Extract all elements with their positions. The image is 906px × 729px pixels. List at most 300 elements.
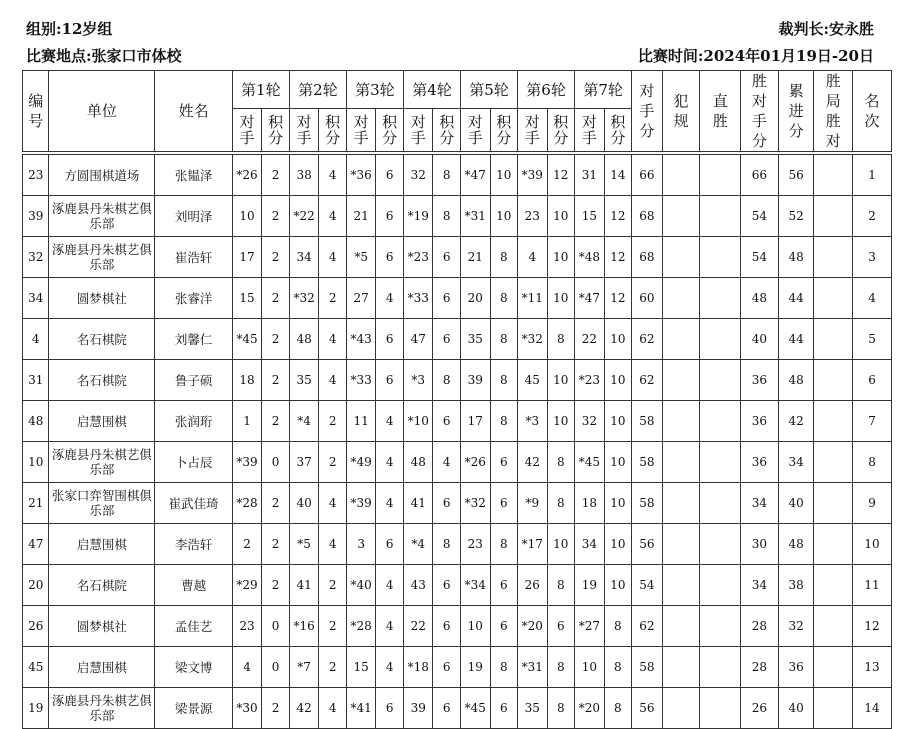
round-7-points-cell: 10 (604, 360, 632, 401)
col-direct-win: 直胜 (700, 71, 741, 152)
player-name-cell: 刘馨仁 (155, 319, 232, 360)
round-4-points-cell: 6 (433, 647, 461, 688)
foul-cell (662, 278, 700, 319)
direct-win-cell (700, 442, 741, 483)
unit-cell: 启慧围棋 (49, 401, 155, 442)
rank-cell: 12 (853, 606, 892, 647)
foul-cell (662, 688, 700, 729)
player-name-cell: 卜占辰 (155, 442, 232, 483)
round-6-points-cell: 10 (547, 401, 575, 442)
seq-cell: 45 (23, 647, 49, 688)
round-3-points-cell: 4 (376, 278, 404, 319)
col-seq: 编号 (23, 71, 49, 152)
round-6-points-cell: 10 (547, 196, 575, 237)
round-2-points-cell: 4 (319, 483, 347, 524)
game-win-pairs-cell (814, 319, 853, 360)
round-1-opponent-cell: *39 (232, 442, 262, 483)
cumulative-cell: 36 (778, 647, 814, 688)
col-opp: 对手 (403, 109, 433, 152)
col-round-3: 第3轮 (346, 71, 403, 109)
win-opp-score-cell: 34 (741, 483, 779, 524)
seq-cell: 10 (23, 442, 49, 483)
unit-cell: 启慧围棋 (49, 647, 155, 688)
round-6-opponent-cell: *31 (518, 647, 548, 688)
win-opp-score-cell: 36 (741, 360, 779, 401)
round-2-opponent-cell: 37 (289, 442, 319, 483)
round-3-opponent-cell: *49 (346, 442, 376, 483)
round-1-opponent-cell: 1 (232, 401, 262, 442)
round-1-opponent-cell: 10 (232, 196, 262, 237)
round-7-points-cell: 10 (604, 319, 632, 360)
table-row (23, 483, 892, 524)
round-1-opponent-cell: *28 (232, 483, 262, 524)
round-7-points-cell: 12 (604, 196, 632, 237)
foul-cell (662, 360, 700, 401)
cumulative-cell: 34 (778, 442, 814, 483)
col-pts: 积分 (490, 109, 518, 152)
col-round-2: 第2轮 (289, 71, 346, 109)
seq-cell: 20 (23, 565, 49, 606)
col-round-4: 第4轮 (403, 71, 460, 109)
round-4-opponent-cell: 32 (403, 155, 433, 196)
round-2-opponent-cell: *4 (289, 401, 319, 442)
cumulative-cell: 40 (778, 483, 814, 524)
round-4-points-cell: 6 (433, 688, 461, 729)
round-7-opponent-cell: 34 (575, 524, 605, 565)
round-3-opponent-cell: 11 (346, 401, 376, 442)
rank-cell: 7 (853, 401, 892, 442)
round-5-points-cell: 10 (490, 155, 518, 196)
round-6-opponent-cell: *17 (518, 524, 548, 565)
round-5-opponent-cell: 35 (460, 319, 490, 360)
round-7-opponent-cell: 31 (575, 155, 605, 196)
seq-cell: 4 (23, 319, 49, 360)
foul-cell (662, 237, 700, 278)
foul-cell (662, 524, 700, 565)
seq-cell: 31 (23, 360, 49, 401)
win-opp-score-cell: 36 (741, 442, 779, 483)
round-7-opponent-cell: *47 (575, 278, 605, 319)
round-2-points-cell: 4 (319, 196, 347, 237)
round-7-points-cell: 10 (604, 524, 632, 565)
foul-cell (662, 606, 700, 647)
round-2-points-cell: 2 (319, 401, 347, 442)
opp-score-cell: 62 (632, 606, 663, 647)
round-2-points-cell: 2 (319, 442, 347, 483)
col-pts: 积分 (376, 109, 404, 152)
round-3-points-cell: 4 (376, 565, 404, 606)
direct-win-cell (700, 237, 741, 278)
game-win-pairs-cell (814, 442, 853, 483)
opp-score-cell: 58 (632, 483, 663, 524)
foul-cell (662, 319, 700, 360)
col-name: 姓名 (155, 71, 232, 152)
rank-cell: 13 (853, 647, 892, 688)
table-row (23, 565, 892, 606)
unit-cell: 涿鹿县丹朱棋艺俱乐部 (49, 688, 155, 729)
round-7-points-cell: 8 (604, 606, 632, 647)
table-row (23, 442, 892, 483)
table-row (23, 278, 892, 319)
round-5-points-cell: 6 (490, 688, 518, 729)
direct-win-cell (700, 360, 741, 401)
game-win-pairs-cell (814, 606, 853, 647)
round-7-points-cell: 14 (604, 155, 632, 196)
player-name-cell: 孟佳艺 (155, 606, 232, 647)
rank-cell: 8 (853, 442, 892, 483)
round-6-points-cell: 12 (547, 155, 575, 196)
round-7-opponent-cell: 32 (575, 401, 605, 442)
round-2-opponent-cell: 40 (289, 483, 319, 524)
win-opp-score-cell: 28 (741, 647, 779, 688)
round-1-opponent-cell: *30 (232, 688, 262, 729)
round-4-points-cell: 6 (433, 319, 461, 360)
round-7-points-cell: 10 (604, 442, 632, 483)
direct-win-cell (700, 401, 741, 442)
cumulative-cell: 32 (778, 606, 814, 647)
round-4-points-cell: 4 (433, 442, 461, 483)
seq-cell: 48 (23, 401, 49, 442)
col-opp: 对手 (232, 109, 262, 152)
seq-cell: 47 (23, 524, 49, 565)
col-round-6: 第6轮 (518, 71, 575, 109)
round-5-opponent-cell: 19 (460, 647, 490, 688)
round-5-opponent-cell: 21 (460, 237, 490, 278)
round-6-opponent-cell: 23 (518, 196, 548, 237)
opp-score-cell: 58 (632, 647, 663, 688)
player-name-cell: 张睿洋 (155, 278, 232, 319)
table-row (23, 319, 892, 360)
round-2-opponent-cell: *5 (289, 524, 319, 565)
round-5-points-cell: 8 (490, 278, 518, 319)
round-5-points-cell: 6 (490, 442, 518, 483)
win-opp-score-cell: 66 (741, 155, 779, 196)
round-7-points-cell: 10 (604, 565, 632, 606)
round-6-points-cell: 8 (547, 483, 575, 524)
round-5-points-cell: 6 (490, 606, 518, 647)
round-6-points-cell: 10 (547, 278, 575, 319)
round-5-opponent-cell: *47 (460, 155, 490, 196)
seq-cell: 32 (23, 237, 49, 278)
round-4-points-cell: 6 (433, 483, 461, 524)
unit-cell: 涿鹿县丹朱棋艺俱乐部 (49, 196, 155, 237)
round-1-opponent-cell: 4 (232, 647, 262, 688)
round-4-points-cell: 8 (433, 360, 461, 401)
round-6-points-cell: 8 (547, 442, 575, 483)
opp-score-cell: 58 (632, 442, 663, 483)
rank-cell: 4 (853, 278, 892, 319)
player-name-cell: 崔浩轩 (155, 237, 232, 278)
round-6-opponent-cell: 45 (518, 360, 548, 401)
game-win-pairs-cell (814, 688, 853, 729)
game-win-pairs-cell (814, 237, 853, 278)
round-3-opponent-cell: *28 (346, 606, 376, 647)
opp-score-cell: 58 (632, 401, 663, 442)
round-4-points-cell: 6 (433, 401, 461, 442)
round-4-opponent-cell: 48 (403, 442, 433, 483)
rank-cell: 11 (853, 565, 892, 606)
round-5-opponent-cell: *26 (460, 442, 490, 483)
round-6-opponent-cell: 26 (518, 565, 548, 606)
seq-cell: 21 (23, 483, 49, 524)
round-5-points-cell: 6 (490, 565, 518, 606)
opp-score-cell: 54 (632, 565, 663, 606)
round-6-points-cell: 6 (547, 606, 575, 647)
col-opp: 对手 (575, 109, 605, 152)
col-pts: 积分 (547, 109, 575, 152)
round-2-opponent-cell: 42 (289, 688, 319, 729)
opp-score-cell: 56 (632, 688, 663, 729)
round-2-opponent-cell: *16 (289, 606, 319, 647)
direct-win-cell (700, 319, 741, 360)
win-opp-score-cell: 30 (741, 524, 779, 565)
round-1-opponent-cell: 15 (232, 278, 262, 319)
round-5-points-cell: 10 (490, 196, 518, 237)
rank-cell: 3 (853, 237, 892, 278)
col-round-1: 第1轮 (232, 71, 289, 109)
round-3-opponent-cell: 3 (346, 524, 376, 565)
col-opp-score: 对手分 (632, 71, 663, 152)
round-2-points-cell: 2 (319, 565, 347, 606)
direct-win-cell (700, 155, 741, 196)
round-2-points-cell: 2 (319, 647, 347, 688)
round-7-points-cell: 8 (604, 688, 632, 729)
col-unit: 单位 (49, 71, 155, 152)
round-4-opponent-cell: *10 (403, 401, 433, 442)
round-7-points-cell: 12 (604, 237, 632, 278)
round-4-points-cell: 8 (433, 524, 461, 565)
win-opp-score-cell: 54 (741, 237, 779, 278)
round-7-opponent-cell: *27 (575, 606, 605, 647)
player-name-cell: 崔武佳琦 (155, 483, 232, 524)
round-4-opponent-cell: *19 (403, 196, 433, 237)
col-round-5: 第5轮 (460, 71, 517, 109)
win-opp-score-cell: 48 (741, 278, 779, 319)
unit-cell: 启慧围棋 (49, 524, 155, 565)
round-4-points-cell: 6 (433, 606, 461, 647)
round-3-opponent-cell: *39 (346, 483, 376, 524)
seq-cell: 23 (23, 155, 49, 196)
player-name-cell: 刘明泽 (155, 196, 232, 237)
round-4-points-cell: 6 (433, 565, 461, 606)
table-row (23, 155, 892, 196)
round-7-opponent-cell: *48 (575, 237, 605, 278)
round-1-opponent-cell: 17 (232, 237, 262, 278)
unit-cell: 涿鹿县丹朱棋艺俱乐部 (49, 237, 155, 278)
round-4-opponent-cell: *33 (403, 278, 433, 319)
round-3-points-cell: 6 (376, 196, 404, 237)
opp-score-cell: 62 (632, 360, 663, 401)
table-row (23, 196, 892, 237)
unit-cell: 圆梦棋社 (49, 278, 155, 319)
group-label: 组别:12岁组 (26, 20, 113, 38)
round-3-points-cell: 6 (376, 155, 404, 196)
game-win-pairs-cell (814, 647, 853, 688)
round-2-points-cell: 4 (319, 155, 347, 196)
round-2-opponent-cell: *22 (289, 196, 319, 237)
round-3-points-cell: 4 (376, 401, 404, 442)
cumulative-cell: 48 (778, 237, 814, 278)
game-win-pairs-cell (814, 401, 853, 442)
round-6-points-cell: 10 (547, 237, 575, 278)
round-7-points-cell: 10 (604, 483, 632, 524)
round-5-opponent-cell: 17 (460, 401, 490, 442)
round-4-opponent-cell: 47 (403, 319, 433, 360)
round-2-opponent-cell: 41 (289, 565, 319, 606)
round-4-opponent-cell: *4 (403, 524, 433, 565)
opp-score-cell: 68 (632, 196, 663, 237)
round-1-opponent-cell: 2 (232, 524, 262, 565)
rank-cell: 5 (853, 319, 892, 360)
col-pts: 积分 (433, 109, 461, 152)
round-7-opponent-cell: 19 (575, 565, 605, 606)
round-1-points-cell: 2 (262, 360, 290, 401)
unit-cell: 名石棋院 (49, 565, 155, 606)
round-4-opponent-cell: 43 (403, 565, 433, 606)
round-6-opponent-cell: *3 (518, 401, 548, 442)
win-opp-score-cell: 36 (741, 401, 779, 442)
unit-cell: 方圆围棋道场 (49, 155, 155, 196)
round-2-points-cell: 4 (319, 524, 347, 565)
round-1-points-cell: 2 (262, 565, 290, 606)
round-5-opponent-cell: 39 (460, 360, 490, 401)
round-3-points-cell: 4 (376, 442, 404, 483)
round-2-opponent-cell: 34 (289, 237, 319, 278)
round-3-points-cell: 6 (376, 688, 404, 729)
col-rank: 名次 (853, 71, 892, 152)
round-4-points-cell: 8 (433, 196, 461, 237)
table-row (23, 360, 892, 401)
round-7-opponent-cell: *20 (575, 688, 605, 729)
round-7-points-cell: 10 (604, 401, 632, 442)
round-4-points-cell: 6 (433, 278, 461, 319)
round-5-opponent-cell: 20 (460, 278, 490, 319)
cumulative-cell: 38 (778, 565, 814, 606)
round-1-points-cell: 2 (262, 483, 290, 524)
foul-cell (662, 483, 700, 524)
seq-cell: 34 (23, 278, 49, 319)
round-7-opponent-cell: 18 (575, 483, 605, 524)
player-name-cell: 梁景源 (155, 688, 232, 729)
round-1-points-cell: 2 (262, 155, 290, 196)
round-3-points-cell: 6 (376, 360, 404, 401)
rank-cell: 9 (853, 483, 892, 524)
round-7-opponent-cell: 15 (575, 196, 605, 237)
round-1-opponent-cell: *29 (232, 565, 262, 606)
table-row (23, 237, 892, 278)
round-6-points-cell: 8 (547, 688, 575, 729)
round-5-opponent-cell: *45 (460, 688, 490, 729)
cumulative-cell: 42 (778, 401, 814, 442)
round-3-opponent-cell: *43 (346, 319, 376, 360)
round-3-points-cell: 6 (376, 524, 404, 565)
round-6-points-cell: 10 (547, 360, 575, 401)
round-6-points-cell: 8 (547, 319, 575, 360)
game-win-pairs-cell (814, 278, 853, 319)
table-row (23, 688, 892, 729)
direct-win-cell (700, 688, 741, 729)
round-7-points-cell: 12 (604, 278, 632, 319)
round-3-points-cell: 4 (376, 606, 404, 647)
foul-cell (662, 155, 700, 196)
round-3-opponent-cell: *36 (346, 155, 376, 196)
round-4-points-cell: 8 (433, 155, 461, 196)
round-6-opponent-cell: *9 (518, 483, 548, 524)
unit-cell: 圆梦棋社 (49, 606, 155, 647)
cumulative-cell: 48 (778, 360, 814, 401)
round-3-points-cell: 4 (376, 647, 404, 688)
round-7-points-cell: 8 (604, 647, 632, 688)
col-pts: 积分 (319, 109, 347, 152)
chief-referee-label: 裁判长:安永胜 (778, 20, 874, 38)
col-opp: 对手 (518, 109, 548, 152)
col-pts: 积分 (262, 109, 290, 152)
round-5-points-cell: 6 (490, 483, 518, 524)
player-name-cell: 梁文博 (155, 647, 232, 688)
round-4-opponent-cell: *18 (403, 647, 433, 688)
round-5-points-cell: 8 (490, 647, 518, 688)
rank-cell: 1 (853, 155, 892, 196)
col-cumulative: 累进分 (778, 71, 814, 152)
table-row (23, 524, 892, 565)
round-6-opponent-cell: 35 (518, 688, 548, 729)
round-7-opponent-cell: 22 (575, 319, 605, 360)
col-opp: 对手 (460, 109, 490, 152)
round-5-points-cell: 8 (490, 524, 518, 565)
round-1-points-cell: 2 (262, 688, 290, 729)
player-name-cell: 张韫泽 (155, 155, 232, 196)
round-1-points-cell: 0 (262, 442, 290, 483)
col-opp: 对手 (346, 109, 376, 152)
round-3-points-cell: 6 (376, 319, 404, 360)
round-1-points-cell: 2 (262, 401, 290, 442)
opp-score-cell: 68 (632, 237, 663, 278)
round-1-opponent-cell: 23 (232, 606, 262, 647)
col-foul: 犯规 (662, 71, 700, 152)
cumulative-cell: 56 (778, 155, 814, 196)
round-3-opponent-cell: *5 (346, 237, 376, 278)
match-time-label: 比赛时间:2024年01月19日-20日 (637, 47, 874, 65)
round-3-points-cell: 4 (376, 483, 404, 524)
col-pts: 积分 (604, 109, 632, 152)
round-6-opponent-cell: *20 (518, 606, 548, 647)
win-opp-score-cell: 26 (741, 688, 779, 729)
direct-win-cell (700, 565, 741, 606)
unit-cell: 张家口弈智围棋俱乐部 (49, 483, 155, 524)
round-5-points-cell: 8 (490, 237, 518, 278)
direct-win-cell (700, 606, 741, 647)
direct-win-cell (700, 483, 741, 524)
round-1-points-cell: 2 (262, 278, 290, 319)
game-win-pairs-cell (814, 360, 853, 401)
round-3-opponent-cell: 15 (346, 647, 376, 688)
opp-score-cell: 56 (632, 524, 663, 565)
round-2-points-cell: 4 (319, 319, 347, 360)
opp-score-cell: 62 (632, 319, 663, 360)
round-1-points-cell: 2 (262, 196, 290, 237)
unit-cell: 涿鹿县丹朱棋艺俱乐部 (49, 442, 155, 483)
round-1-points-cell: 2 (262, 319, 290, 360)
unit-cell: 名石棋院 (49, 360, 155, 401)
win-opp-score-cell: 34 (741, 565, 779, 606)
round-6-points-cell: 10 (547, 524, 575, 565)
game-win-pairs-cell (814, 155, 853, 196)
round-2-opponent-cell: 35 (289, 360, 319, 401)
win-opp-score-cell: 54 (741, 196, 779, 237)
table-row (23, 606, 892, 647)
standings-table (22, 70, 892, 729)
round-6-opponent-cell: *11 (518, 278, 548, 319)
